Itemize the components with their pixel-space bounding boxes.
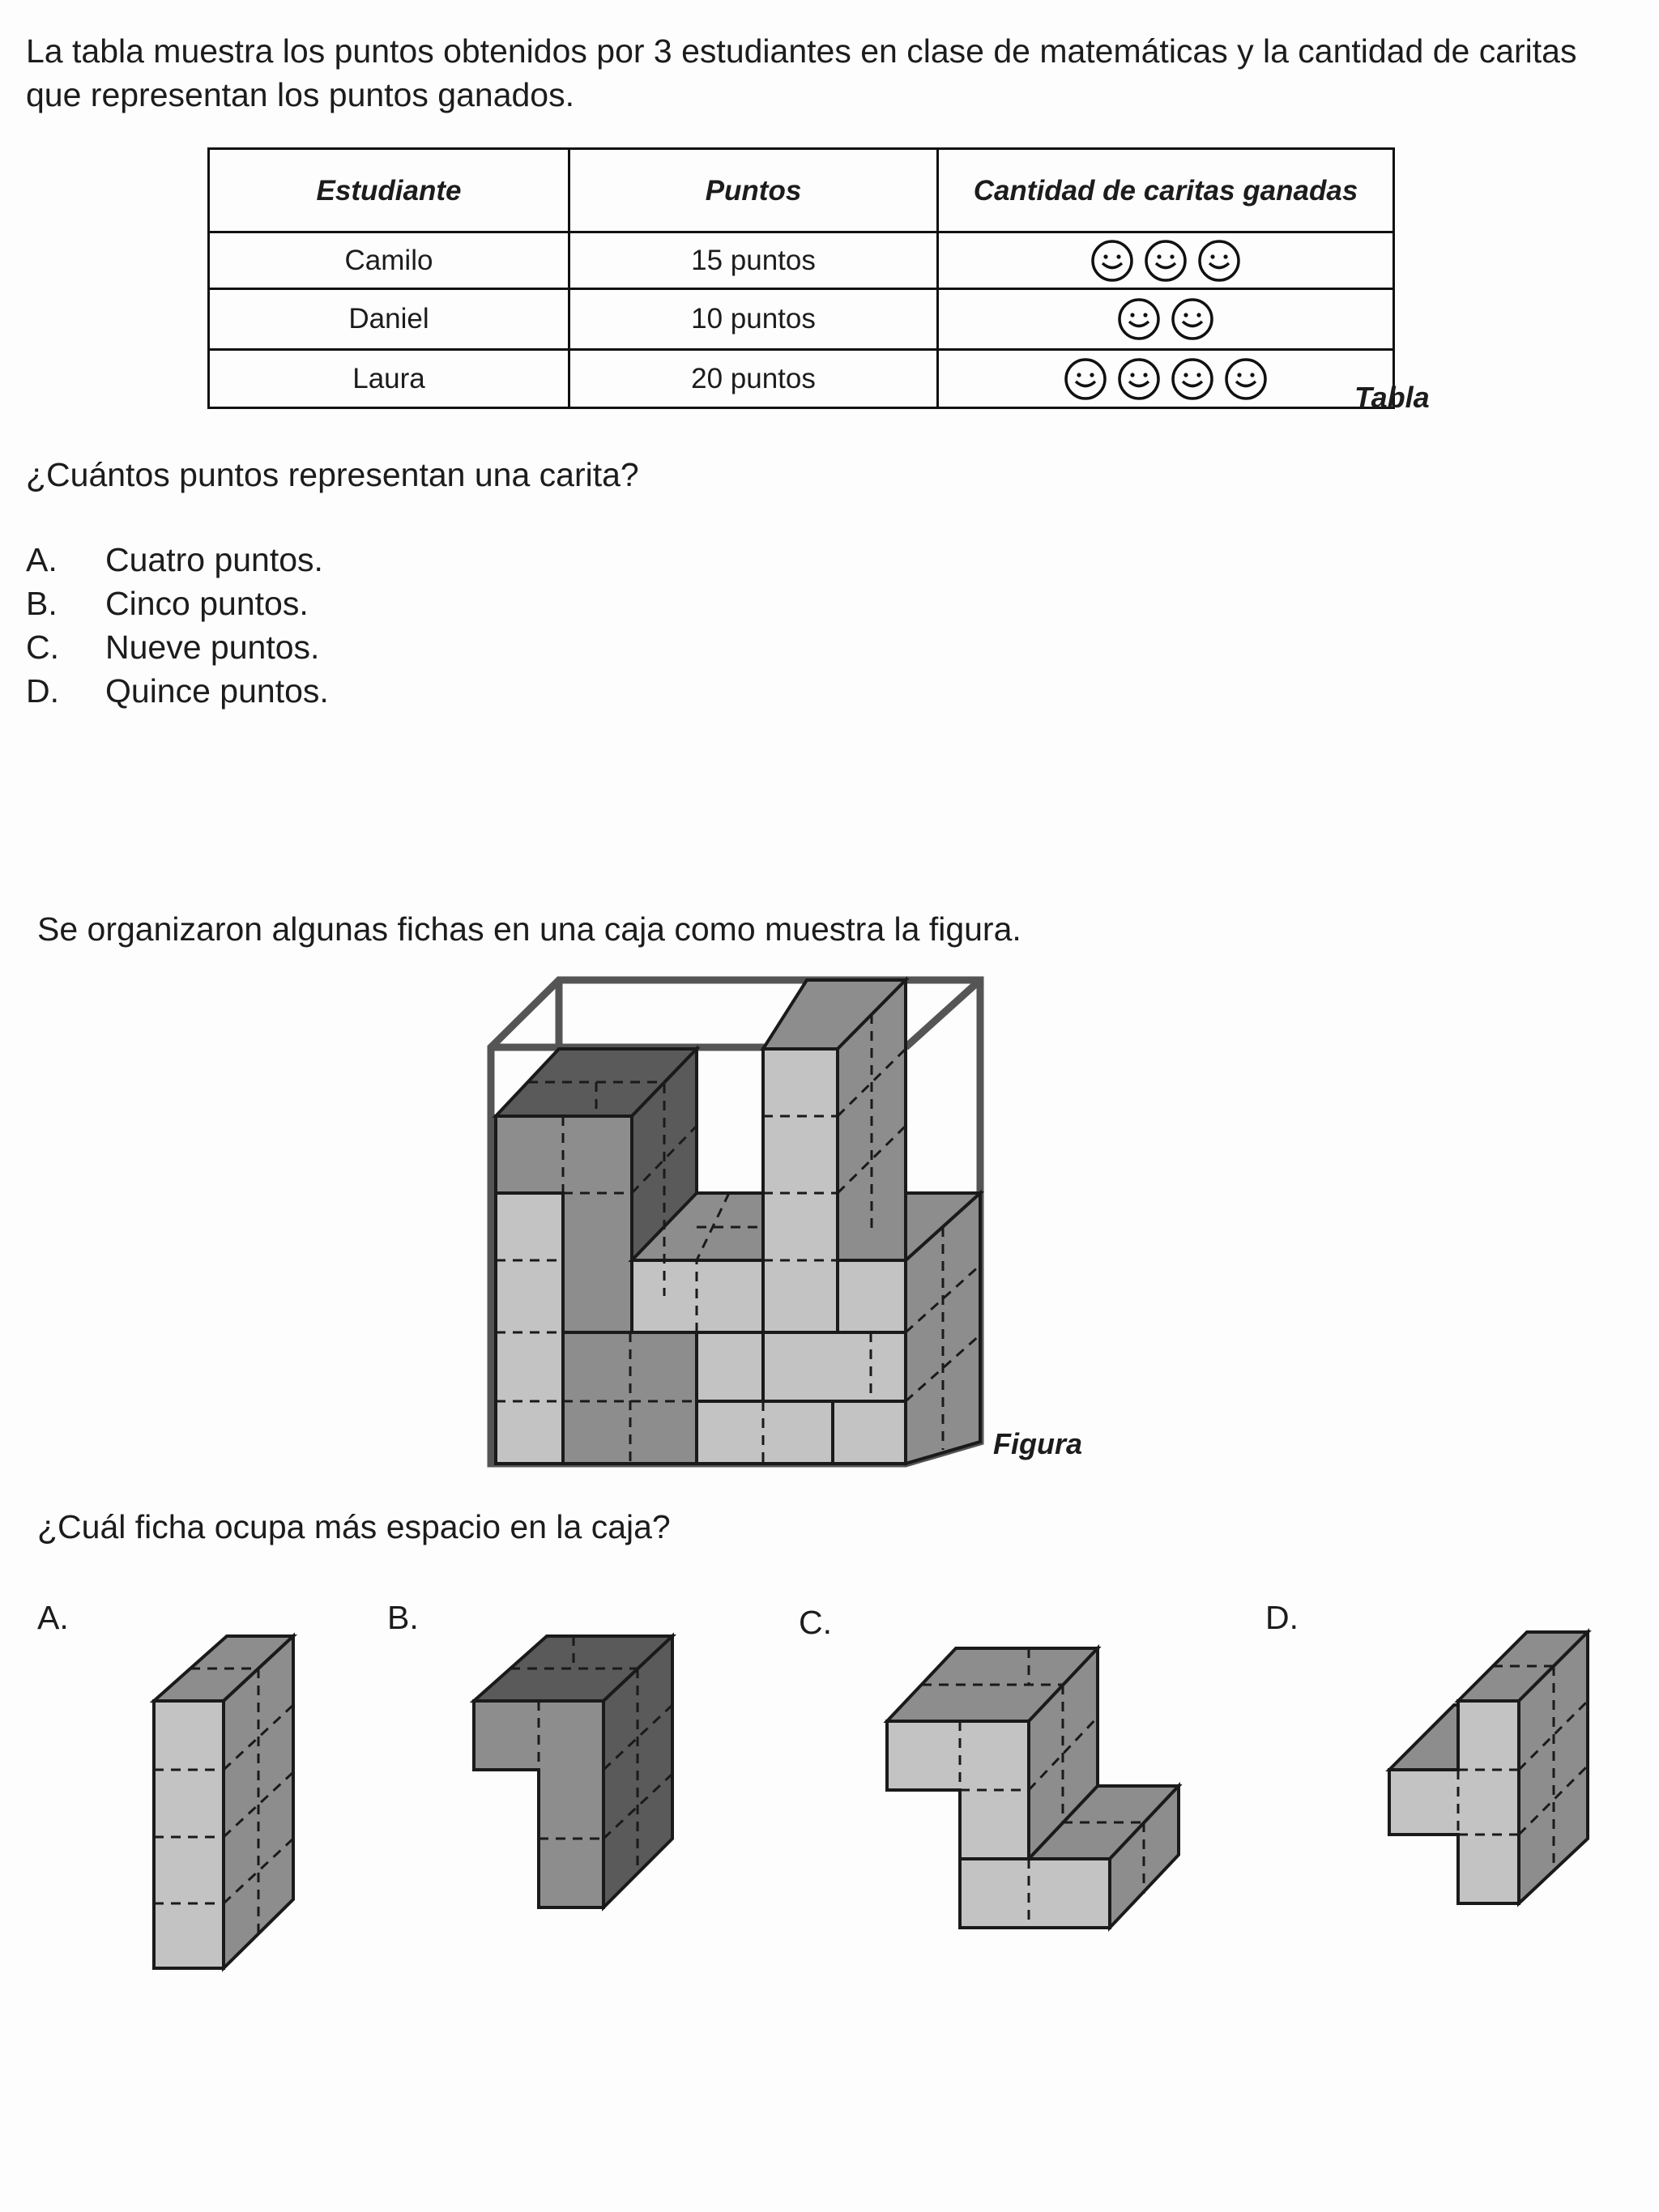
smiley-face-icon	[1116, 296, 1162, 342]
answer-c-letter[interactable]: C.	[799, 1604, 832, 1641]
table-row	[209, 289, 1394, 350]
smiley-face-icon	[1170, 296, 1215, 342]
answer-a-letter[interactable]: A.	[37, 1599, 69, 1636]
q1-question: ¿Cuántos puntos representan una carita?	[26, 456, 639, 493]
header-student: Estudiante	[209, 149, 569, 232]
student-name: Laura	[209, 350, 569, 408]
table-row	[209, 232, 1394, 289]
q2-intro: Se organizaron algunas fichas en una caja como muestra la figura.	[37, 910, 1021, 948]
smiley-face-icon	[1170, 356, 1215, 402]
answer-d-letter[interactable]: D.	[1265, 1599, 1299, 1636]
piece-a-vertical-bar[interactable]	[146, 1624, 308, 1980]
smiley-face-icon	[1116, 356, 1162, 402]
q2-question: ¿Cuál ficha ocupa más espacio en la caja?	[37, 1508, 671, 1545]
student-points: 20 puntos	[569, 350, 938, 408]
smiley-face-icon	[1223, 356, 1269, 402]
box-figure	[454, 964, 1021, 1482]
piece-c-z-shape[interactable]	[875, 1636, 1183, 1944]
face-cell	[938, 289, 1394, 350]
smiley-face-icon	[1090, 238, 1135, 283]
face-cell	[938, 232, 1394, 289]
answer-b-letter[interactable]: B.	[387, 1599, 419, 1636]
student-name: Camilo	[209, 232, 569, 289]
piece-b-l-shape[interactable]	[466, 1624, 693, 1916]
q1-options	[26, 538, 329, 713]
faces-group	[1112, 301, 1219, 333]
student-name: Daniel	[209, 289, 569, 350]
points-table	[207, 147, 1395, 409]
faces-group	[1085, 243, 1246, 275]
student-points: 15 puntos	[569, 232, 938, 289]
option-b[interactable]: B. Cinco puntos.	[26, 585, 309, 622]
smiley-face-icon	[1143, 238, 1188, 283]
face-cell	[938, 350, 1394, 408]
option-a[interactable]: A. Cuatro puntos.	[26, 541, 323, 578]
table-row	[209, 350, 1394, 408]
option-c[interactable]: C. Nueve puntos.	[26, 629, 320, 666]
q1-intro: La tabla muestra los puntos obtenidos por 3 estudiantes en clase de matemáticas y la cantidad de caritas que representan los puntos ganados.	[26, 32, 1577, 113]
faces-group	[1059, 361, 1273, 393]
smiley-face-icon	[1196, 238, 1242, 283]
table-caption: Tabla	[1354, 381, 1430, 414]
option-d[interactable]: D. Quince puntos.	[26, 672, 329, 710]
student-points: 10 puntos	[569, 289, 938, 350]
figure-caption: Figura	[993, 1427, 1083, 1460]
smiley-face-icon	[1063, 356, 1108, 402]
header-points: Puntos	[569, 149, 938, 232]
piece-d-t-shape[interactable]	[1381, 1624, 1600, 1916]
header-faces: Cantidad de caritas ganadas	[938, 149, 1394, 232]
